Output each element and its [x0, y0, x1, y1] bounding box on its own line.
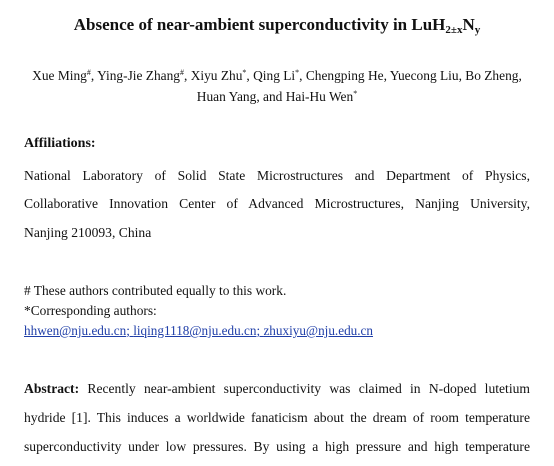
equal-contribution-note: # These authors contributed equally to this work. [24, 283, 287, 298]
affiliations-heading: Affiliations: [24, 136, 96, 151]
affiliation-line: National Laboratory of Solid State Microstructures and Department of Physics, [24, 168, 530, 183]
affiliation-line: Collaborative Innovation Center of Advanced Microstructures, Nanjing University, [24, 196, 530, 211]
author-name: Xiyu Zhu [190, 68, 243, 83]
author-name: Xue Ming [32, 68, 87, 83]
abstract-line: superconductivity under low pressures. By using a high pressure and high temperature [24, 439, 530, 454]
author-separator: , [256, 89, 264, 104]
author-separator: , [184, 68, 191, 83]
email-link[interactable]: hhwen@nju.edu.cn [24, 323, 127, 338]
author-mark: # [180, 68, 184, 77]
email-link[interactable]: liqing1118@nju.edu.cn [133, 323, 257, 338]
paper-title [0, 15, 554, 36]
title-subscript-2: y [474, 24, 481, 36]
author-separator: , [458, 68, 466, 83]
email-link[interactable]: zhuxiyu@nju.edu.cn [263, 323, 374, 338]
abstract-line: hydride [1]. This induces a worldwide fanaticism about the dream of room temperature [24, 410, 530, 425]
affiliation-line: Nanjing 210093, China [24, 225, 152, 240]
title-text: Absence of near-ambient superconductivity in LuH [73, 15, 446, 34]
author-name: Yuecong Liu [389, 68, 459, 83]
email-separator: ; [126, 323, 134, 338]
abstract-label: Abstract: [24, 381, 80, 396]
author-mark: # [86, 68, 91, 77]
title-subscript-1: 2±x [445, 24, 463, 36]
title-element-n: N [462, 15, 475, 34]
author-name: Chengping He [305, 68, 384, 83]
author-name: Qing Li [253, 68, 296, 83]
email-separator: ; [256, 323, 264, 338]
author-name: Ying-Jie Zhang [97, 68, 180, 83]
author-mark: * [242, 68, 247, 77]
author-separator: , [383, 68, 390, 83]
corresponding-authors-label: *Corresponding authors: [24, 303, 157, 318]
abstract-text: Recently near-ambient superconductivity was claimed in N-doped lutetium [87, 381, 530, 396]
author-separator: , [299, 68, 306, 83]
author-mark: * [295, 68, 300, 77]
author-name: Huan Yang [196, 89, 257, 104]
author-separator: , [246, 68, 254, 83]
email-list [24, 323, 373, 339]
author-mark: * [353, 89, 358, 98]
abstract-first-line [24, 381, 530, 397]
author-separator: , [518, 68, 522, 83]
author-name: Hai-Hu Wen [285, 89, 354, 104]
author-list [24, 65, 530, 107]
author-separator: , [90, 68, 98, 83]
author-conjunction: and [263, 89, 286, 104]
author-name: Bo Zheng [465, 68, 519, 83]
